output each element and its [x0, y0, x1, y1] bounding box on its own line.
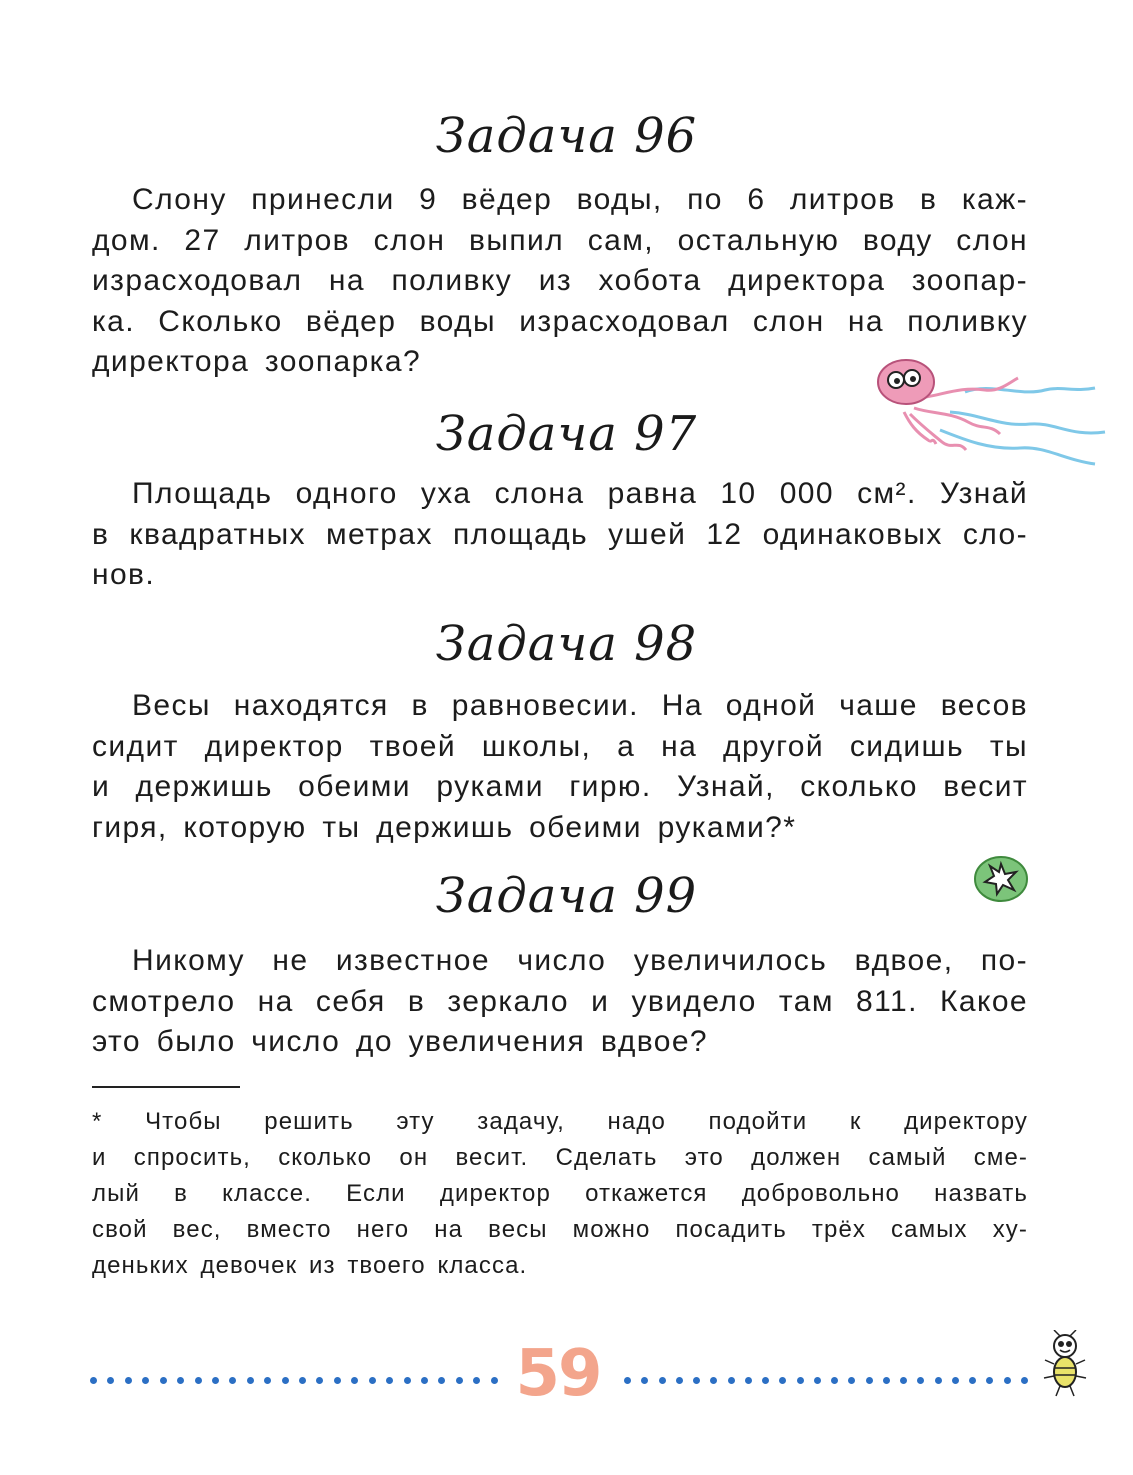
text-line: и держишь обеими руками гирю. Узнай, сколько весит [92, 770, 1028, 803]
footnote-line: * Чтобы решить эту задачу, надо подойти к директору [92, 1108, 1028, 1135]
bug-illustration [1040, 1330, 1090, 1400]
task-text-97 [92, 474, 1028, 596]
text-line: нов. [92, 558, 156, 591]
footnote [92, 1104, 1028, 1284]
text-line: ка. Сколько вёдер воды израсходовал слон на поливку [92, 304, 1028, 338]
task-heading-96: Задача 96 [435, 108, 698, 164]
text-line: смотрело на себя в зеркало и увидело там 811. Какое [92, 984, 1028, 1018]
task-heading-99: Задача 99 [435, 868, 698, 924]
text-line: Площадь одного уха слона равна 10 000 см². Узнай [132, 477, 1028, 510]
task-heading-98: Задача 98 [435, 616, 698, 672]
text-line: директора зоопарка? [92, 345, 422, 378]
footnote-line: свой вес, вместо него на весы можно посадить трёх самых ху- [92, 1216, 1028, 1243]
text-line: израсходовал на поливку из хобота директора зоопар- [92, 264, 1028, 297]
page-number: 59 [515, 1337, 601, 1411]
text-line: это было число до увеличения вдвое? [92, 1025, 708, 1058]
dotted-rule-right [624, 1374, 1028, 1386]
task-text-98 [92, 686, 1028, 848]
dotted-rule-left [90, 1374, 498, 1386]
footnote-line: лый в классе. Если директор откажется добровольно назвать [92, 1180, 1028, 1207]
text-line: гиря, которую ты держишь обеими руками?* [92, 810, 797, 844]
task-heading-97: Задача 97 [435, 406, 698, 462]
text-line: Никому не известное число увеличилось вдвое, по- [132, 944, 1028, 977]
text-line: Весы находятся в равновесии. На одной чаше весов [132, 689, 1028, 722]
footnote-line: и спросить, сколько он весит. Сделать это должен самый сме- [92, 1144, 1028, 1171]
footnote-line: деньких девочек из твоего класса. [92, 1252, 528, 1279]
task-text-99 [92, 941, 1028, 1063]
text-line: Слону принесли 9 вёдер воды, по 6 литров в каж- [132, 183, 1028, 216]
text-line: сидит директор твоей школы, а на другой сидишь ты [92, 729, 1028, 763]
text-line: в квадратных метрах площадь ушей 12 одинаковых сло- [92, 517, 1028, 551]
footnote-divider [92, 1086, 240, 1088]
text-line: дом. 27 литров слон выпил сам, остальную воду слон [92, 223, 1028, 257]
